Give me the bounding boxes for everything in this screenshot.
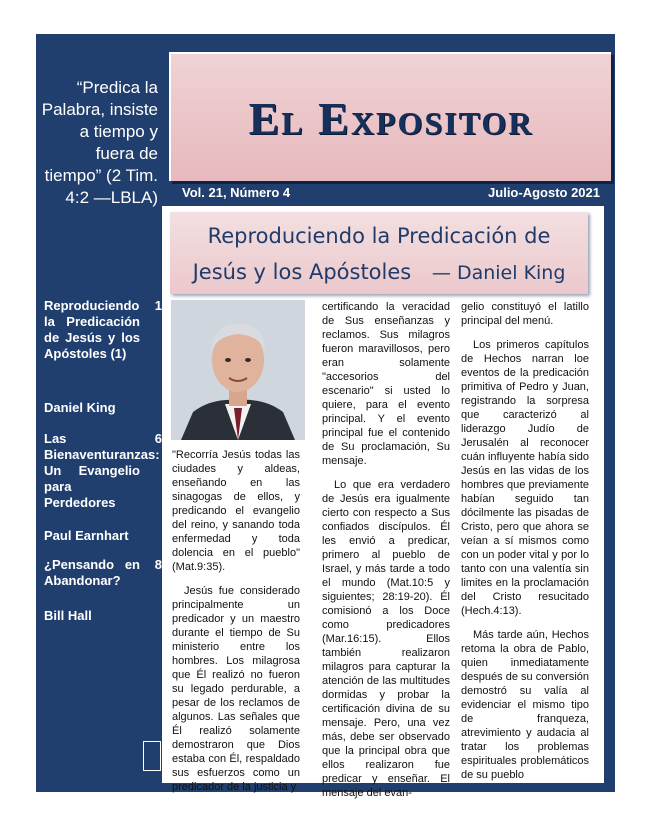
toc-item-title: Reproduciendo la Predicación de Jesús y los Apóstoles (1)	[44, 298, 140, 361]
toc-item[interactable]	[44, 557, 162, 589]
article-paragraph: Lo que era verdadero de Jesús era igualmente cierto con respecto a Sus confiados discípulos. Él les envió a predicar, primero al pueblo de Israel, y más tarde a todo el mundo (Mat.10:5 y siguientes; 28:19-20). Él comisionó a los Doce como predicadores (Mar.16:15). Ellos también realizaron milagros para capturar la atención de las multitudes dormidas y probar la certificación divina de su mensaje. Pero, una vez más, debe ser observado que la principal obra que ellos realizaron fue predicar y enseñar. El mensaje del evan-	[322, 479, 450, 799]
toc-item-page: 8	[154, 557, 162, 572]
headline-box	[170, 212, 588, 294]
issue-date: Julio-Agosto 2021	[488, 185, 600, 200]
article-paragraph: gelio constituyó el latillo principal del menú.	[461, 301, 589, 327]
toc-item-author: Paul Earnhart	[44, 528, 129, 543]
toc-item[interactable]	[44, 298, 162, 362]
photo-caption: "Recorría Jesús todas las ciudades y aldeas, enseñando en las sinagogas de ellos, y predicando el evangelio del reino, y sanando toda enfermedad y toda dolencia en el pueblo" (Mat.9:35).	[172, 449, 300, 573]
article-paragraph: Más tarde aún, Hechos retoma la obra de Pablo, quien inmediatamente después de su conversión demostró su valía al evidenciar el mismo tipo de franqueza, atrevimiento y audacia al tratar los problemas espirituales problemáticos de su pueblo	[461, 629, 589, 781]
masthead	[169, 52, 611, 181]
toc-item-title: Las Bienaventuranzas: Un Evangelio para Perdedores	[44, 431, 160, 510]
masthead-title: El Expositor	[248, 93, 534, 144]
sidebar-quote: “Predica la Palabra, insiste a tiempo y fuera de tiempo” (2 Tim. 4:2 —LBLA)	[41, 78, 158, 207]
article-column-3	[461, 300, 589, 781]
article-paragraph: certificando la veracidad de Sus enseñanzas y reclamos. Sus milagros fueron maravillosos, pero eran solamente "accesorios del escenario" si usted lo quiere, para el evento principal. Y el evento principal fue el contenido de Su proclamación, Su mensaje.	[322, 301, 450, 467]
issue-bar	[182, 185, 600, 201]
toc-item-author: Daniel King	[44, 400, 116, 415]
article-paragraph: Los primeros capítulos de Hechos narran loe eventos de la predicación primitiva of Pedro y Juan, registrando la sorpresa que caracterizó al liderazgo Judío de Jerusalén al reconocer cuán influyente había sido Jesús en las vidas de los hombres que previamente habían seguido tan dócilmente las pisadas de Cristo, pero que ahora se veían a sí mismos como con un poder vital y por lo tanto con una valentía sin limites en la proclamación del Cristo resucitado (Hech.4:13).	[461, 339, 589, 617]
article-author: — Daniel King	[431, 262, 566, 284]
article-headline-text: Jesús y los Apóstoles	[192, 260, 412, 284]
toc-item-page: 1	[154, 298, 162, 313]
toc-item-author: Bill Hall	[44, 608, 92, 623]
article-headline-line2	[170, 260, 588, 284]
article-headline-line1: Reproduciendo la Predicación de	[207, 224, 551, 248]
article-content	[162, 206, 604, 799]
article-column-2	[322, 300, 450, 799]
article-paragraph: Jesús fue considerado principalmente un predicador y un maestro durante el tiempo de Su ministerio entre los hombres. Los milagrosa que Él realizó no fueron su legado perdurable, a pesar de los reclamos de algunos. Las señales que Él realizó solamente demostraron que Dios estaba con Él, respaldado sus esfuerzos como un predicador de la justicia y	[172, 585, 300, 793]
issue-volume: Vol. 21, Número 4	[182, 185, 291, 200]
toc-item[interactable]	[44, 431, 162, 511]
author-photo	[171, 300, 305, 440]
toc-item-title: ¿Pensando en Abandonar?	[44, 557, 140, 588]
article-column-1	[172, 300, 300, 793]
decorative-box	[143, 741, 161, 771]
toc-item-page: 6	[154, 431, 162, 446]
